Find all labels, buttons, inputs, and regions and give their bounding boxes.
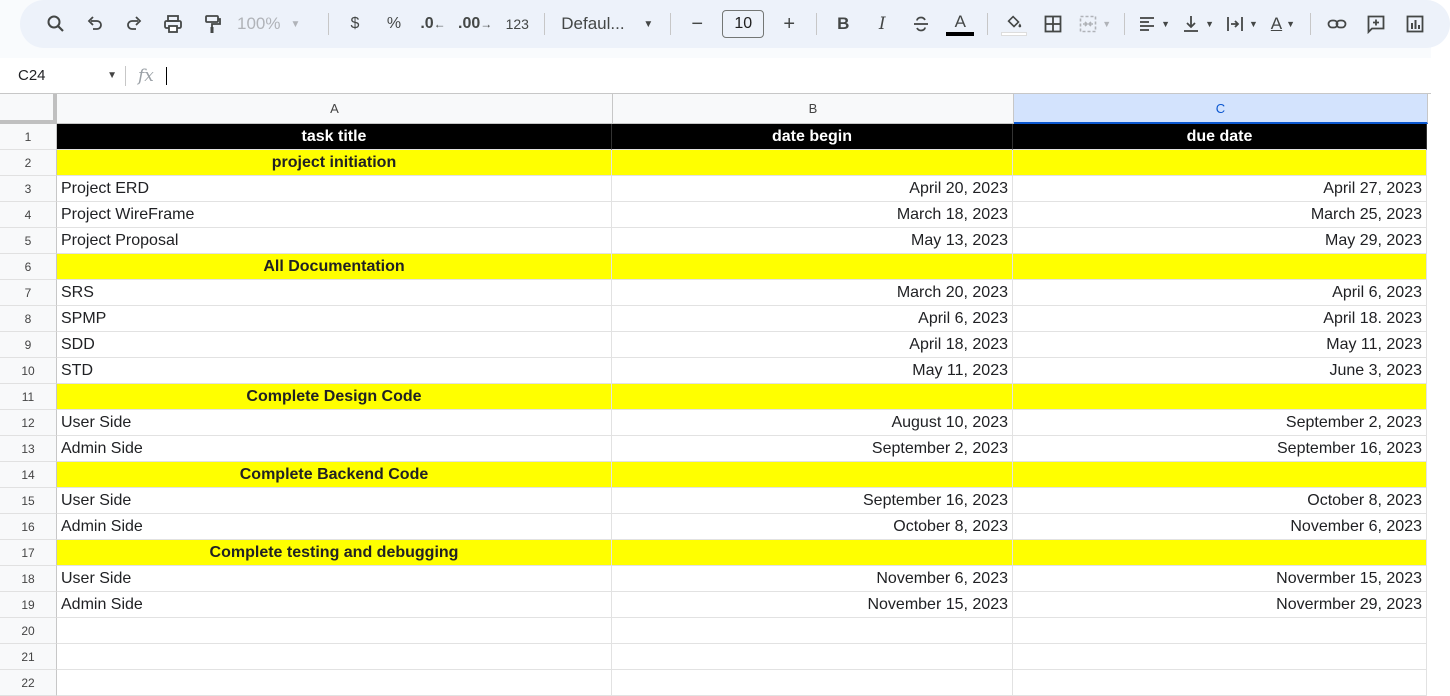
font-family-value: Defaul... [561,14,625,33]
cell-c[interactable]: June 3, 2023 [1013,358,1427,384]
row-header[interactable]: 11 [0,384,57,410]
chevron-down-icon: ▼ [107,70,117,81]
cell-a[interactable]: Admin Side [57,436,612,462]
cell-b[interactable] [612,540,1013,566]
cell-b[interactable]: May 11, 2023 [612,358,1013,384]
print-icon[interactable] [159,10,187,38]
cell-c[interactable] [1013,150,1427,176]
cell-b[interactable]: September 2, 2023 [612,436,1013,462]
cell-b[interactable]: March 20, 2023 [612,280,1013,306]
more-formats-button[interactable]: 123 [505,16,529,32]
text-wrapping-button[interactable] [1225,10,1258,38]
text-wrap-icon [1225,14,1245,34]
table-row [0,514,1431,540]
cell-b[interactable]: April 18, 2023 [612,332,1013,358]
text-rotation-label: A [1270,14,1283,33]
row-header[interactable]: 1 [0,124,57,150]
vertical-align-button[interactable] [1181,10,1214,38]
cell-a[interactable]: task title [57,124,612,150]
cell-a[interactable]: STD [57,358,612,384]
cell-c[interactable]: November 6, 2023 [1013,514,1427,540]
text-color-label: A [954,11,966,31]
cell-a[interactable]: SDD [57,332,612,358]
row-header[interactable]: 6 [0,254,57,280]
table-row [0,176,1431,202]
chevron-down-icon: ▼ [290,18,301,30]
toolbar-divider [987,13,988,35]
cell-b[interactable]: September 16, 2023 [612,488,1013,514]
row-header[interactable]: 13 [0,436,57,462]
cell-a[interactable]: Complete Backend Code [57,462,612,488]
cell-b[interactable]: August 10, 2023 [612,410,1013,436]
zoom-select[interactable] [237,10,315,38]
cell-b[interactable] [612,462,1013,488]
increase-font-size-button[interactable]: + [783,12,796,35]
toolbar-divider [670,13,671,35]
column-header-a[interactable]: A [57,94,613,124]
cell-c[interactable]: March 25, 2023 [1013,202,1427,228]
cell-a[interactable]: Complete Design Code [57,384,612,410]
row-header[interactable]: 3 [0,176,57,202]
percent-format-button[interactable]: % [386,15,402,32]
table-row [0,280,1431,306]
increase-decimal-label: .00 [458,15,481,32]
toolbar-divider [328,13,329,35]
fill-color-button[interactable] [1000,10,1028,38]
chevron-down-icon: ▼ [1286,19,1296,29]
increase-decimal-button[interactable] [458,10,492,38]
toolbar-area [0,0,1431,58]
formula-bar [0,58,1431,94]
formula-divider [125,66,126,86]
cell-c[interactable]: October 8, 2023 [1013,488,1427,514]
chevron-down-icon: ▼ [1161,19,1171,29]
cell-c[interactable] [1013,540,1427,566]
row-header[interactable]: 7 [0,280,57,306]
table-row [0,332,1431,358]
cell-b[interactable] [612,254,1013,280]
decrease-font-size-button[interactable]: − [691,12,704,35]
cell-b[interactable]: April 20, 2023 [612,176,1013,202]
cell-a[interactable]: Admin Side [57,592,612,618]
text-rotation-button[interactable] [1269,10,1297,38]
merge-cells-button[interactable] [1078,10,1111,38]
cell-b[interactable]: November 6, 2023 [612,566,1013,592]
row-header[interactable]: 22 [0,670,57,696]
row-header[interactable]: 21 [0,644,57,670]
arrow-left-icon: ← [433,17,446,31]
cell-c[interactable] [1013,462,1427,488]
cell-a[interactable]: User Side [57,410,612,436]
row-header[interactable]: 18 [0,566,57,592]
decrease-decimal-label: .0 [420,15,434,32]
row-header[interactable]: 2 [0,150,57,176]
align-left-icon [1137,14,1157,34]
cell-c[interactable]: Novermber 15, 2023 [1013,566,1427,592]
cell-a[interactable] [57,644,612,670]
cell-a[interactable]: All Documentation [57,254,612,280]
table-row [0,410,1431,436]
currency-format-button[interactable]: $ [350,15,360,32]
cell-c[interactable]: Novermber 29, 2023 [1013,592,1427,618]
fx-icon: fx [138,65,154,86]
cell-b[interactable]: November 15, 2023 [612,592,1013,618]
decrease-decimal-button[interactable] [419,10,447,38]
cell-b[interactable] [612,644,1013,670]
fill-color-swatch [1001,32,1027,36]
cell-c[interactable] [1013,254,1427,280]
column-header-b[interactable]: B [613,94,1014,124]
cell-c[interactable]: due date [1013,124,1427,150]
select-all-corner[interactable] [0,94,57,124]
cell-c[interactable] [1013,618,1427,644]
insert-link-icon[interactable] [1323,10,1351,38]
font-size-input[interactable]: 10 [722,10,764,38]
cell-c[interactable]: April 18. 2023 [1013,306,1427,332]
cell-a[interactable]: Project WireFrame [57,202,612,228]
column-header-c[interactable]: C [1014,94,1428,124]
chevron-down-icon: ▼ [1205,19,1215,29]
table-row [0,618,1431,644]
text-color-swatch [946,32,974,36]
toolbar [20,0,1450,48]
cell-c[interactable] [1013,670,1427,696]
cell-a[interactable]: Complete testing and debugging [57,540,612,566]
row-header[interactable]: 8 [0,306,57,332]
toolbar-divider [1124,13,1125,35]
table-row [0,254,1431,280]
font-family-select[interactable] [557,10,657,38]
table-row [0,566,1431,592]
chevron-down-icon: ▼ [643,18,654,30]
toolbar-divider [1310,13,1311,35]
name-box[interactable] [0,67,125,84]
toolbar-divider [816,13,817,35]
table-row [0,540,1431,566]
cell-a[interactable] [57,670,612,696]
cell-a[interactable]: Project Proposal [57,228,612,254]
italic-button[interactable]: I [878,14,886,34]
table-row [0,202,1431,228]
paint-bucket-icon [1004,13,1024,31]
toolbar-divider [544,13,545,35]
text-cursor [166,67,167,85]
row-header[interactable]: 14 [0,462,57,488]
table-row [0,358,1431,384]
chevron-down-icon: ▼ [1102,19,1112,29]
arrow-right-icon: → [480,17,493,31]
cell-c[interactable]: May 29, 2023 [1013,228,1427,254]
cell-c[interactable]: April 27, 2023 [1013,176,1427,202]
insert-chart-icon[interactable] [1401,10,1429,38]
search-menus-icon[interactable] [42,10,70,38]
cell-b[interactable] [612,384,1013,410]
table-row [0,670,1431,696]
row-header[interactable]: 5 [0,228,57,254]
cell-a[interactable]: SRS [57,280,612,306]
table-row [0,592,1431,618]
table-row [0,462,1431,488]
table-row [0,384,1431,410]
table-row [0,306,1431,332]
strikethrough-icon[interactable] [907,10,935,38]
table-row [0,124,1431,150]
cell-b[interactable] [612,670,1013,696]
grid-rows [0,124,1431,696]
cell-a[interactable] [57,618,612,644]
row-header[interactable]: 9 [0,332,57,358]
redo-icon[interactable] [120,10,148,38]
cell-a[interactable]: User Side [57,488,612,514]
insert-comment-icon[interactable] [1362,10,1390,38]
cell-c[interactable]: May 11, 2023 [1013,332,1427,358]
undo-icon[interactable] [81,10,109,38]
align-bottom-icon [1181,14,1201,34]
merge-cells-icon [1078,14,1098,34]
cell-a[interactable]: Admin Side [57,514,612,540]
cell-a[interactable]: Project ERD [57,176,612,202]
row-header[interactable]: 16 [0,514,57,540]
paint-format-icon[interactable] [198,10,226,38]
horizontal-align-button[interactable] [1137,10,1170,38]
cell-c[interactable]: September 2, 2023 [1013,410,1427,436]
table-row [0,436,1431,462]
cell-c[interactable]: September 16, 2023 [1013,436,1427,462]
zoom-value: 100% [237,14,281,33]
cell-b[interactable] [612,150,1013,176]
cell-a[interactable]: SPMP [57,306,612,332]
cell-c[interactable]: April 6, 2023 [1013,280,1427,306]
cell-b[interactable]: April 6, 2023 [612,306,1013,332]
cell-reference: C24 [18,67,46,84]
cell-b[interactable]: October 8, 2023 [612,514,1013,540]
cell-c[interactable] [1013,384,1427,410]
cell-c[interactable] [1013,644,1427,670]
chevron-down-icon: ▼ [1249,19,1258,29]
table-row [0,150,1431,176]
text-color-button[interactable] [946,10,974,38]
row-header[interactable]: 12 [0,410,57,436]
cell-b[interactable]: date begin [612,124,1013,150]
cell-b[interactable]: March 18, 2023 [612,202,1013,228]
row-header[interactable]: 10 [0,358,57,384]
table-row [0,644,1431,670]
borders-icon[interactable] [1039,10,1067,38]
table-row [0,488,1431,514]
spreadsheet-grid [0,94,1431,690]
bold-button[interactable]: B [837,14,850,33]
row-header[interactable]: 15 [0,488,57,514]
cell-b[interactable]: May 13, 2023 [612,228,1013,254]
cell-a[interactable]: project initiation [57,150,612,176]
table-row [0,228,1431,254]
cell-b[interactable] [612,618,1013,644]
row-header[interactable]: 20 [0,618,57,644]
row-header[interactable]: 4 [0,202,57,228]
row-header[interactable]: 19 [0,592,57,618]
cell-a[interactable]: User Side [57,566,612,592]
row-header[interactable]: 17 [0,540,57,566]
